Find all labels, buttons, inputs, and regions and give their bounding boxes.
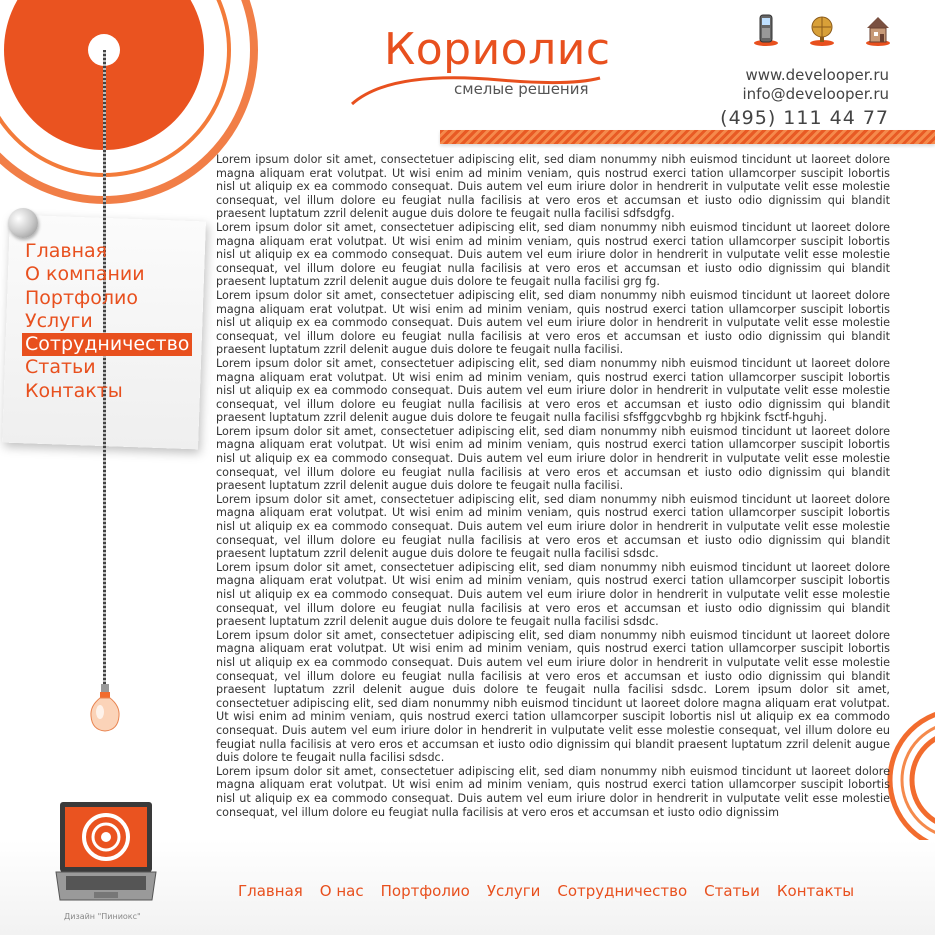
content-paragraph: Lorem ipsum dolor sit amet, consectetuer adipiscing elit, sed diam nonummy nibh euismod tincidunt ut laoreet dolore magna aliquam erat volutpat. Ut wisi enim ad minim veniam, quis nostrud exerci tation ullamcorper suscipit lobortis nisl ut aliquip ex ea commodo consequat. Duis autem vel eum iriure dolor in hendrerit in vulputate velit esse molestie consequat, vel illum dolore eu feugiat nulla facilisis at vero eros et accumsan et iusto odio dignissim qui blandit praesent luptatum zzril delenit augue duis dolore te feugait nulla facilisi grg fg. — [216, 220, 890, 289]
footer-link-cooperation[interactable]: Сотрудничество — [557, 882, 688, 900]
footer-nav — [238, 882, 854, 900]
sidebar-item-cooperation[interactable]: Сотрудничество — [22, 333, 192, 356]
footer-link-contacts[interactable]: Контакты — [776, 882, 855, 900]
footer-link-home[interactable]: Главная — [238, 882, 303, 900]
header-stripe — [440, 130, 935, 144]
brand-logo[interactable] — [350, 20, 620, 110]
content-paragraph: Lorem ipsum dolor sit amet, consectetuer adipiscing elit, sed diam nonummy nibh euismod tincidunt ut laoreet dolore magna aliquam erat volutpat. Ut wisi enim ad minim veniam, quis nostrud exerci tation ullamcorper suscipit lobortis nisl ut aliquip ex ea commodo consequat. Duis autem vel eum iriure dolor in hendrerit in vulputate velit esse molestie consequat, vel illum dolore eu feugiat nulla facilisis at vero eros et accumsan et iusto odio dignissim qui blandit praesent luptatum zzril delenit augue duis dolore te feugait nulla facilisi sdsdc. — [216, 560, 890, 629]
sidebar-item-services[interactable]: Услуги — [25, 309, 93, 332]
sidebar-item-portfolio[interactable]: Портфолио — [25, 286, 139, 309]
light-bulb-icon — [88, 684, 122, 734]
globe-icon[interactable] — [805, 12, 839, 48]
top-icons — [749, 12, 895, 48]
content-paragraph: Lorem ipsum dolor sit amet, consectetuer adipiscing elit, sed diam nonummy nibh euismod tincidunt ut laoreet dolore magna aliquam erat volutpat. Ut wisi enim ad minim veniam, quis nostrud exerci tation ullamcorper suscipit lobortis nisl ut aliquip ex ea commodo consequat. Duis autem vel eum iriure dolor in hendrerit in vulputate velit esse molestie consequat, vel illum dolore eu feugiat nulla facilisis at vero eros et accumsan et iusto odio dignissim qui blandit praesent luptatum zzril delenit augue duis dolore te feugait nulla facilisi. — [216, 424, 890, 493]
house-icon[interactable] — [861, 12, 895, 48]
phone-icon[interactable] — [749, 12, 783, 48]
pin-icon — [8, 208, 38, 238]
content-paragraph: Lorem ipsum dolor sit amet, consectetuer adipiscing elit, sed diam nonummy nibh euismod tincidunt ut laoreet dolore magna aliquam erat volutpat. Ut wisi enim ad minim veniam, quis nostrud exerci tation ullamcorper suscipit lobortis nisl ut aliquip ex ea commodo consequat. Duis autem vel eum iriure dolor in hendrerit in vulputate velit esse molestie consequat, vel illum dolore eu feugiat nulla facilisis at vero eros et accumsan et iusto odio dignissim — [216, 764, 890, 819]
sidebar-item-articles[interactable]: Статьи — [25, 356, 96, 379]
sidebar-item-about[interactable]: О компании — [25, 263, 145, 286]
brand-tagline: смелые решения — [454, 80, 589, 98]
sidebar-item-home[interactable]: Главная — [25, 240, 108, 262]
email-link[interactable]: info@develooper.ru — [742, 85, 889, 103]
main-content — [216, 153, 890, 839]
contact-info — [720, 66, 889, 130]
phone-number: (495) 111 44 77 — [720, 107, 889, 129]
footer-link-services[interactable]: Услуги — [486, 882, 541, 900]
content-paragraph: Lorem ipsum dolor sit amet, consectetuer adipiscing elit, sed diam nonummy nibh euismod tincidunt ut laoreet dolore magna aliquam erat volutpat. Ut wisi enim ad minim veniam, quis nostrud exerci tation ullamcorper suscipit lobortis nisl ut aliquip ex ea commodo consequat. Duis autem vel eum iriure dolor in hendrerit in vulputate velit esse molestie consequat, vel illum dolore eu feugiat nulla facilisis at vero eros et accumsan et iusto odio dignissim qui blandit praesent luptatum zzril delenit augue duis dolore te feugait nulla facilisi sfsffggcvbghb rg hbjkink fsctf-hguhj. — [216, 356, 890, 425]
website-link[interactable]: www.develooper.ru — [745, 66, 889, 84]
content-paragraph: Lorem ipsum dolor sit amet, consectetuer adipiscing elit, sed diam nonummy nibh euismod tincidunt ut laoreet dolore magna aliquam erat volutpat. Ut wisi enim ad minim veniam, quis nostrud exerci tation ullamcorper suscipit lobortis nisl ut aliquip ex ea commodo consequat. Duis autem vel eum iriure dolor in hendrerit in vulputate velit esse molestie consequat, vel illum dolore eu feugiat nulla facilisis at vero eros et accumsan et iusto odio dignissim qui blandit praesent luptatum zzril delenit augue duis dolore te feugait nulla facilisi sdsdc. Lorem ipsum dolor sit amet, consectetuer adipiscing elit, sed diam nonummy nibh euismod tincidunt ut laoreet dolore magna aliquam erat volutpat. Ut wisi enim ad minim veniam, quis nostrud exerci tation ullamcorper suscipit lobortis nisl ut aliquip ex ea commodo consequat. Duis autem vel eum iriure dolor in hendrerit in vulputate velit esse molestie consequat, vel illum dolore eu feugiat nulla facilisis at vero eros et accumsan et iusto odio dignissim qui blandit praesent luptatum zzril delenit augue duis dolore te feugait nulla facilisi sdsdc. — [216, 628, 890, 765]
sidebar-item-contacts[interactable]: Контакты — [25, 379, 123, 402]
design-credit[interactable]: Дизайн "Пиниокс" — [64, 912, 141, 921]
footer-link-about[interactable]: О нас — [319, 882, 364, 900]
content-paragraph: Lorem ipsum dolor sit amet, consectetuer adipiscing elit, sed diam nonummy nibh euismod tincidunt ut laoreet dolore magna aliquam erat volutpat. Ut wisi enim ad minim veniam, quis nostrud exerci tation ullamcorper suscipit lobortis nisl ut aliquip ex ea commodo consequat. Duis autem vel eum iriure dolor in hendrerit in vulputate velit esse molestie consequat, vel illum dolore eu feugiat nulla facilisis at vero eros et accumsan et iusto odio dignissim qui blandit praesent luptatum zzril delenit augue duis dolore te feugait nulla facilisi. — [216, 288, 890, 357]
content-paragraph: Lorem ipsum dolor sit amet, consectetuer adipiscing elit, sed diam nonummy nibh euismod tincidunt ut laoreet dolore magna aliquam erat volutpat. Ut wisi enim ad minim veniam, quis nostrud exerci tation ullamcorper suscipit lobortis nisl ut aliquip ex ea commodo consequat. Duis autem vel eum iriure dolor in hendrerit in vulputate velit esse molestie consequat, vel illum dolore eu feugiat nulla facilisis at vero eros et accumsan et iusto odio dignissim qui blandit praesent luptatum zzril delenit augue duis dolore te feugait nulla facilisi sdsdc. — [216, 492, 890, 561]
footer-link-articles[interactable]: Статьи — [704, 882, 760, 900]
laptop-icon — [52, 800, 160, 910]
footer-link-portfolio[interactable]: Портфолио — [380, 882, 470, 900]
sidebar-menu — [22, 240, 192, 403]
content-paragraph: Lorem ipsum dolor sit amet, consectetuer adipiscing elit, sed diam nonummy nibh euismod tincidunt ut laoreet dolore magna aliquam erat volutpat. Ut wisi enim ad minim veniam, quis nostrud exerci tation ullamcorper suscipit lobortis nisl ut aliquip ex ea commodo consequat. Duis autem vel eum iriure dolor in hendrerit in vulputate velit esse molestie consequat, vel illum dolore eu feugiat nulla facilisis at vero eros et accumsan et iusto odio dignissim qui blandit praesent luptatum zzril delenit augue duis dolore te feugait nulla facilisi sdfsdgfg. — [216, 153, 890, 221]
brand-title: Кориолис — [384, 24, 611, 75]
